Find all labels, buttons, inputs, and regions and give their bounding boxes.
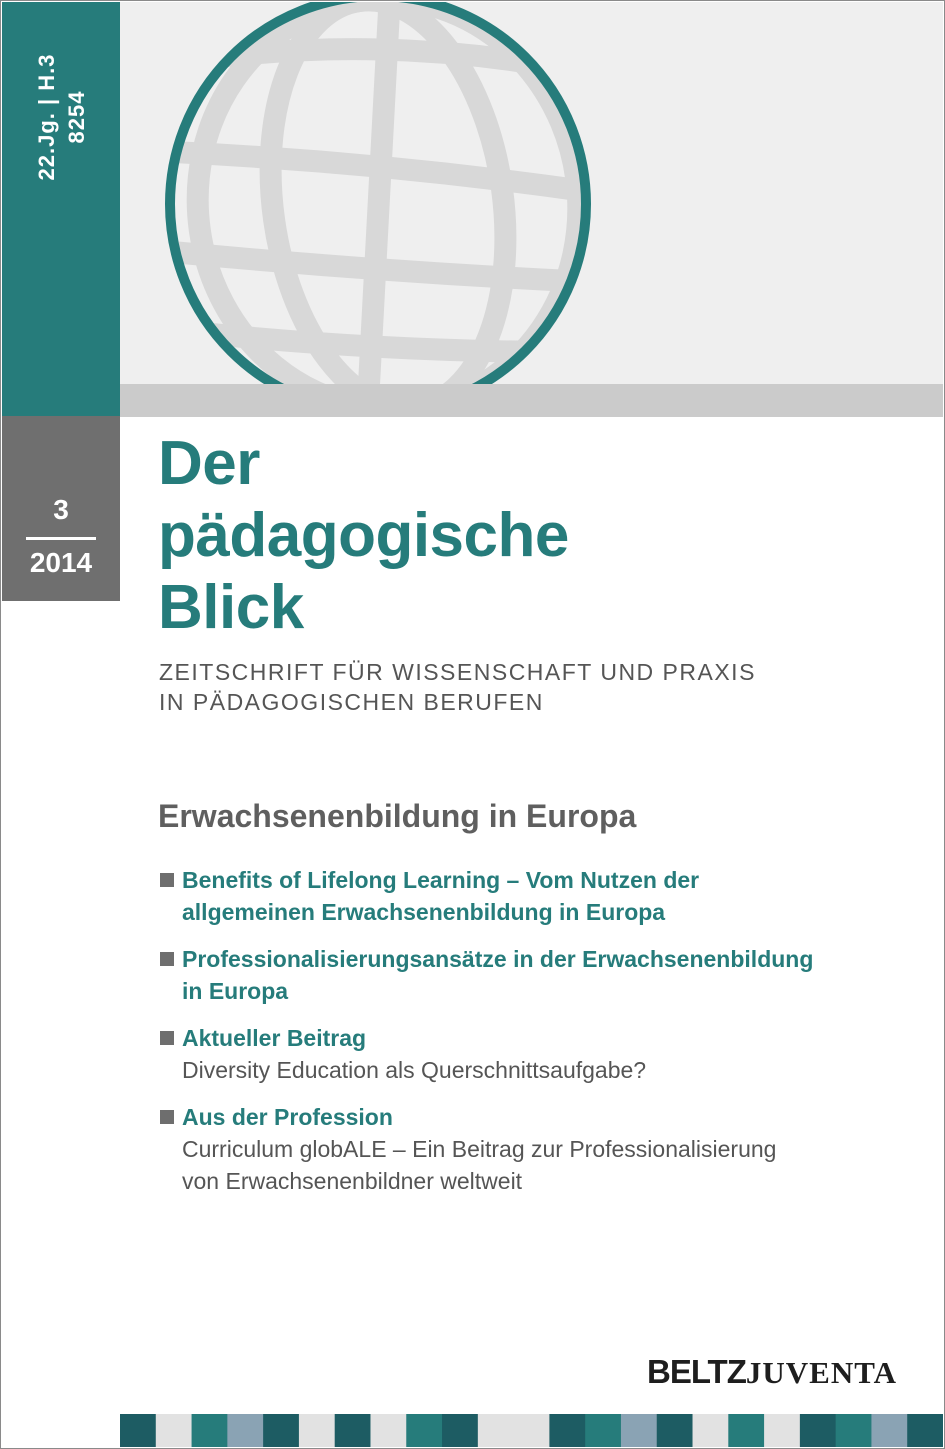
stripe-block bbox=[585, 1414, 621, 1447]
stripe-block bbox=[263, 1414, 299, 1447]
stripe-block bbox=[227, 1414, 263, 1447]
stripe-block bbox=[836, 1414, 872, 1447]
article-item bbox=[160, 943, 880, 1007]
article-title-line: Benefits of Lifelong Learning – Vom Nutzen der bbox=[182, 867, 700, 893]
issue-year: 2014 bbox=[29, 547, 93, 578]
subtitle-line: ZEITSCHRIFT FÜR WISSENSCHAFT UND PRAXIS bbox=[159, 659, 756, 685]
volume-issue: 22.Jg. | H.3 bbox=[34, 53, 59, 181]
stripe-block bbox=[621, 1414, 657, 1447]
article-desc-line: Diversity Education als Querschnittsaufgabe? bbox=[182, 1057, 647, 1083]
stripe-block bbox=[335, 1414, 371, 1447]
square-bullet-icon bbox=[160, 873, 174, 887]
issn-code: 8254 bbox=[64, 90, 89, 144]
title-line: Der bbox=[158, 429, 260, 498]
gray-band bbox=[120, 384, 943, 417]
stripe-block bbox=[406, 1414, 442, 1447]
stripe-block bbox=[120, 1414, 156, 1447]
article-desc-line: Curriculum globALE – Ein Beitrag zur Professionalisierung bbox=[182, 1136, 777, 1162]
stripe-block bbox=[514, 1414, 550, 1447]
title-line: pädagogische bbox=[158, 501, 569, 570]
article-item bbox=[160, 864, 880, 928]
article-title-line: allgemeinen Erwachsenenbildung in Europa bbox=[182, 899, 666, 925]
stripe-block bbox=[549, 1414, 585, 1447]
stripe-block bbox=[800, 1414, 836, 1447]
journal-subtitle bbox=[159, 657, 756, 717]
stripe-block bbox=[442, 1414, 478, 1447]
journal-title bbox=[158, 428, 569, 644]
stripe-block bbox=[657, 1414, 693, 1447]
volume-label bbox=[32, 54, 92, 181]
subtitle-line: IN PÄDAGOGISCHEN BERUFEN bbox=[159, 689, 544, 715]
stripe-block bbox=[764, 1414, 800, 1447]
article-item bbox=[160, 1022, 880, 1086]
article-item bbox=[160, 1101, 880, 1197]
article-desc-line: von Erwachsenenbildner weltweit bbox=[182, 1168, 523, 1194]
issue-box bbox=[2, 416, 120, 601]
square-bullet-icon bbox=[160, 952, 174, 966]
stripe-block bbox=[871, 1414, 907, 1447]
volume-sidebar bbox=[2, 2, 120, 416]
stripe-block bbox=[907, 1414, 943, 1447]
globe-icon bbox=[162, 2, 594, 384]
stripe-block bbox=[728, 1414, 764, 1447]
article-title-line: Professionalisierungsansätze in der Erwachsenenbildung bbox=[182, 946, 814, 972]
color-stripe bbox=[120, 1414, 943, 1447]
publisher-name-beltz: BELTZ bbox=[647, 1353, 746, 1390]
stripe-block bbox=[370, 1414, 406, 1447]
stripe-block bbox=[192, 1414, 228, 1447]
globe-panel bbox=[120, 2, 943, 384]
stripe-block bbox=[156, 1414, 192, 1447]
publisher-name-juventa: JUVENTA bbox=[745, 1355, 897, 1390]
square-bullet-icon bbox=[160, 1031, 174, 1045]
stripe-block bbox=[299, 1414, 335, 1447]
article-title-line: Aktueller Beitrag bbox=[182, 1025, 367, 1051]
issue-number: 3 bbox=[53, 494, 69, 525]
stripe-block bbox=[693, 1414, 729, 1447]
stripe-block bbox=[478, 1414, 514, 1447]
issue-theme: Erwachsenenbildung in Europa bbox=[158, 798, 637, 834]
publisher-logo bbox=[647, 1352, 897, 1399]
square-bullet-icon bbox=[160, 1110, 174, 1124]
issue-divider bbox=[26, 537, 96, 540]
article-title-line: in Europa bbox=[182, 978, 289, 1004]
article-title-line: Aus der Profession bbox=[182, 1104, 393, 1130]
title-line: Blick bbox=[158, 573, 304, 642]
